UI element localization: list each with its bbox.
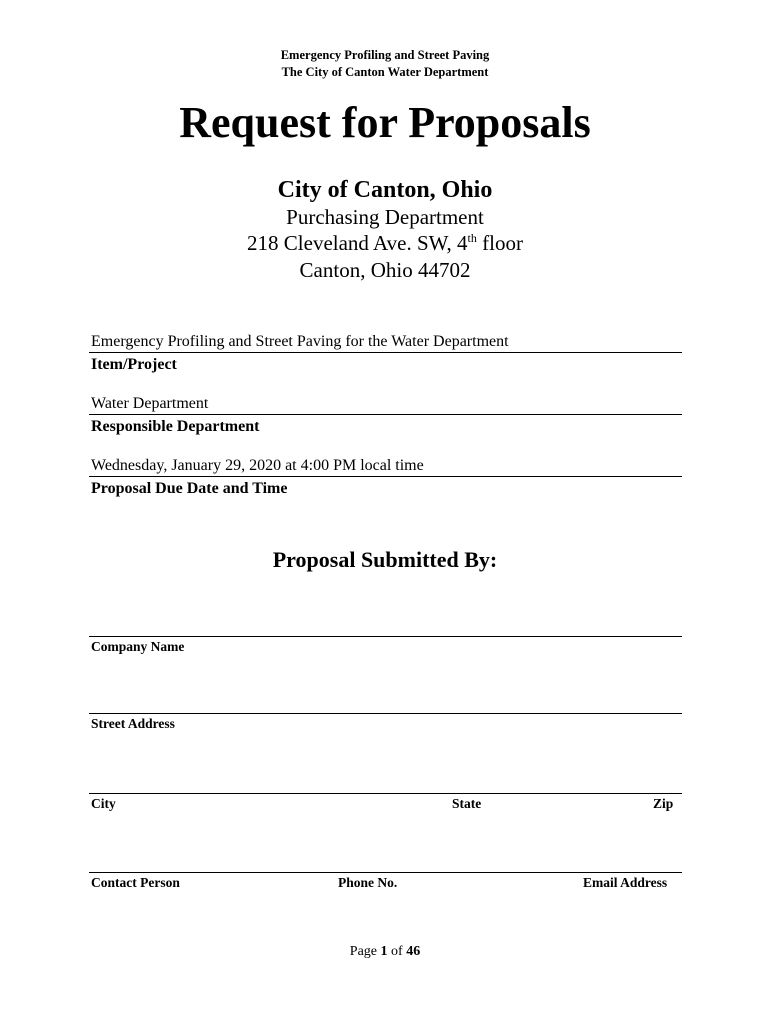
org-address-suffix: floor	[476, 231, 523, 255]
city-state-zip-line	[89, 793, 682, 794]
due-date-value: Wednesday, January 29, 2020 at 4:00 PM local time	[91, 457, 424, 474]
email-label: Email Address	[583, 875, 668, 890]
street-address-line	[89, 713, 682, 714]
due-date-label: Proposal Due Date and Time	[91, 480, 288, 497]
city-label: City	[91, 796, 116, 811]
page-word: Page	[349, 944, 381, 959]
org-name: City of Canton, Ohio	[277, 177, 493, 203]
org-city-line: Canton, Ohio 44702	[299, 258, 471, 282]
phone-label: Phone No.	[338, 875, 398, 890]
page-total: 46	[406, 944, 421, 959]
street-address-label: Street Address	[91, 716, 175, 731]
responsible-department-value: Water Department	[91, 395, 209, 412]
page-number	[0, 943, 770, 961]
divider	[89, 414, 682, 415]
company-name-label: Company Name	[91, 639, 185, 654]
page-current: 1	[380, 944, 388, 959]
divider	[89, 476, 682, 477]
org-address-prefix: 218 Cleveland Ave. SW, 4	[247, 231, 468, 255]
org-address-sup: th	[467, 231, 477, 245]
contact-person-label: Contact Person	[91, 875, 180, 890]
item-project-value: Emergency Profiling and Street Paving for the Water Department	[91, 333, 509, 350]
of-word: of	[387, 944, 407, 959]
submitted-by-heading: Proposal Submitted By:	[272, 547, 498, 572]
company-name-line	[89, 636, 682, 637]
org-department: Purchasing Department	[286, 205, 484, 229]
contact-line	[89, 872, 682, 873]
zip-label: Zip	[653, 796, 674, 811]
page-title: Request for Proposals	[179, 98, 591, 147]
state-label: State	[452, 796, 482, 811]
header-line-2: The City of Canton Water Department	[281, 65, 489, 79]
divider	[89, 352, 682, 353]
item-project-label: Item/Project	[91, 356, 177, 373]
responsible-department-label: Responsible Department	[91, 418, 260, 435]
org-address	[0, 230, 770, 256]
header-line-1: Emergency Profiling and Street Paving	[280, 48, 490, 62]
